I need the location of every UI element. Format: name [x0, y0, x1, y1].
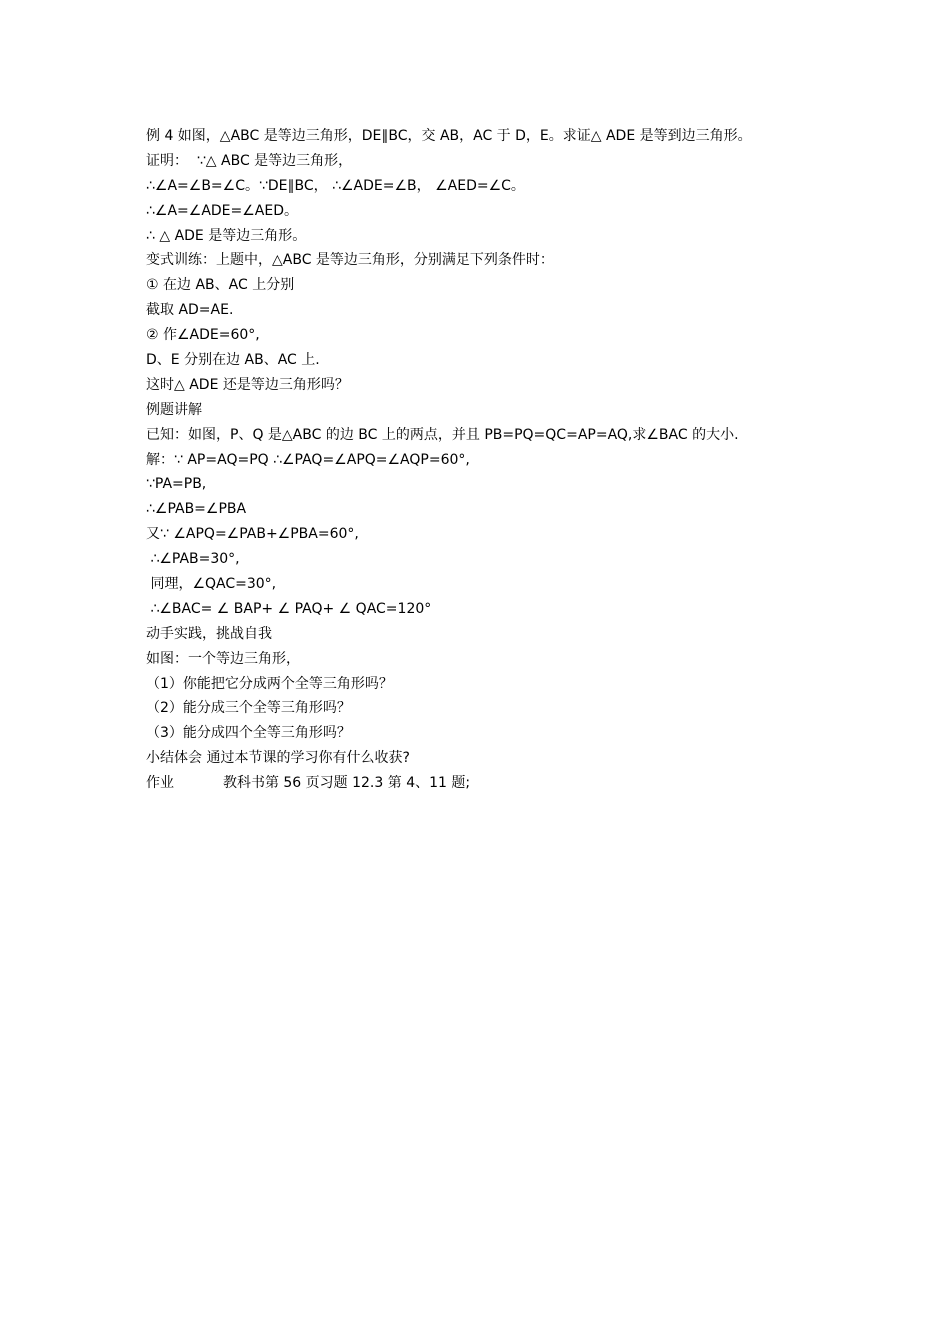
solution-line-4: 又∵ ∠APQ=∠PAB+∠PBA=60°, [146, 526, 359, 543]
variant-question: 这时△ ADE 还是等边三角形吗？ [146, 376, 349, 393]
summary-line: 小结体会 通过本节课的学习你有什么收获? [146, 750, 410, 767]
example-given: 已知：如图，P、Q 是△ABC 的边 BC 上的两点，并且 PB=PQ=QC=AP=AQ,求∠BAC 的大小. [146, 426, 739, 443]
condition-2-line-1: ② 作∠ADE=60°, [146, 327, 260, 344]
solution-line-2: ∵PA=PB, [146, 476, 207, 493]
proof-line-1: 证明： ∵△ ABC 是等边三角形， [146, 152, 353, 169]
solution-line-1: 解：∵ AP=AQ=PQ ∴∠PAQ=∠APQ=∠AQP=60°, [146, 451, 470, 468]
document-body [146, 124, 846, 796]
practice-intro: 如图：一个等边三角形， [146, 650, 300, 667]
section-heading-practice: 动手实践，挑战自我 [146, 625, 272, 642]
condition-1-line-1: ① 在边 AB、AC 上分别 [146, 277, 295, 294]
practice-question-1: （1）你能把它分成两个全等三角形吗？ [146, 675, 393, 692]
section-heading-examples: 例题讲解 [146, 401, 202, 418]
solution-line-7: ∴∠BAC= ∠ BAP+ ∠ PAQ+ ∠ QAC=120° [146, 600, 432, 617]
solution-line-5: ∴∠PAB=30°, [146, 551, 240, 568]
solution-line-6: 同理，∠QAC=30°, [146, 576, 277, 593]
example-4-problem: 例 4 如图，△ABC 是等边三角形，DE∥BC，交 AB，AC 于 D，E。求证△ ADE 是等到边三角形。 [146, 128, 752, 144]
variant-training: 变式训练：上题中，△ABC 是等边三角形，分别满足下列条件时： [146, 252, 554, 269]
solution-line-3: ∴∠PAB=∠PBA [146, 501, 247, 518]
homework-line: 作业 教科书第 56 页习题 12.3 第 4、11 题; [146, 775, 471, 792]
practice-question-2: （2）能分成三个全等三角形吗？ [146, 700, 351, 717]
proof-conclusion: ∴ △ ADE 是等边三角形。 [146, 227, 307, 244]
proof-line-3: ∴∠A=∠ADE=∠AED。 [146, 202, 299, 219]
practice-question-3: （3）能分成四个全等三角形吗？ [146, 725, 351, 742]
proof-line-2: ∴∠A=∠B=∠C。∵DE∥BC， ∴∠ADE=∠B， ∠AED=∠C。 [146, 177, 525, 194]
condition-1-line-2: 截取 AD=AE. [146, 302, 234, 319]
condition-2-line-2: D、E 分别在边 AB、AC 上. [146, 352, 320, 369]
